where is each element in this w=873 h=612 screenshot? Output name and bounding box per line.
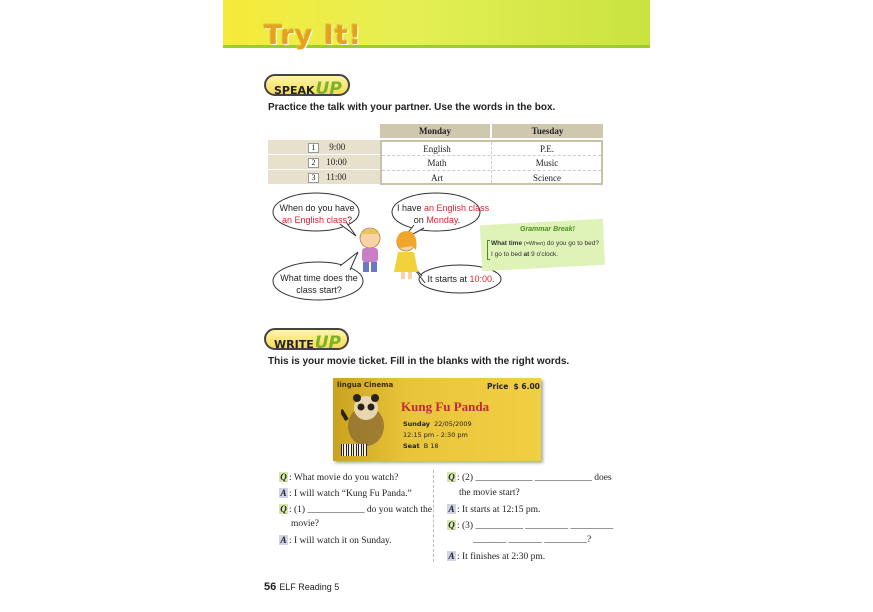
qa-text: : I will watch it on Sunday. — [289, 536, 392, 546]
ticket-date-line — [403, 420, 472, 428]
ticket-price-label: Price — [487, 382, 509, 391]
q-label: Q — [448, 520, 455, 530]
grammar-line1-start: What time — [491, 240, 524, 247]
page-footer — [264, 581, 339, 593]
cell-tuesday-3: Science — [533, 173, 561, 183]
a-label: A — [280, 488, 287, 498]
kids-illustration — [354, 224, 426, 280]
bubble-4-end: . — [492, 274, 495, 284]
bubble-4-time: 10:00 — [469, 274, 493, 284]
movie-ticket — [333, 378, 541, 461]
q-label: Q — [280, 472, 287, 482]
speak-up-badge-text: SPEAK — [274, 84, 315, 97]
ticket-seat-label: Seat — [403, 442, 420, 450]
bubble-1-text — [279, 202, 355, 226]
cell-monday-2: Math — [427, 158, 447, 168]
right-answer-1 — [447, 504, 540, 515]
right-question-1 — [447, 472, 612, 483]
grammar-bracket — [487, 240, 490, 260]
left-question-2-cont: movie? — [291, 519, 319, 529]
grammar-line2-start: I go to bed — [491, 251, 524, 258]
row-time: 10:00 — [326, 157, 347, 167]
grammar-line2-at: at — [523, 251, 530, 258]
ticket-cinema-name: lingua Cinema — [337, 381, 394, 389]
cell-monday-3: Art — [431, 173, 443, 183]
page-number: 56 — [264, 581, 277, 593]
row-number: 2 — [308, 158, 319, 168]
write-up-badge-big: UP — [314, 333, 341, 353]
q-label: Q — [448, 472, 455, 482]
bubble-2-on: on — [413, 215, 427, 225]
cell-tuesday-1: P.E. — [539, 144, 554, 154]
row-number: 1 — [308, 143, 319, 153]
ticket-price-value: $ 6.00 — [513, 382, 540, 391]
qa-text: : It starts at 12:15 pm. — [457, 505, 541, 515]
cell-monday-1: English — [423, 144, 451, 154]
bubble-2-start: I have — [397, 203, 425, 213]
row-time: 9:00 — [329, 142, 346, 152]
a-label: A — [448, 551, 455, 561]
panda-image — [341, 390, 391, 448]
qa-text: : (1) ____________ do you watch the — [289, 505, 433, 515]
right-question-2-cont: _______ _______ _________? — [473, 535, 592, 545]
ticket-barcode — [341, 444, 367, 456]
girl-figure — [394, 231, 418, 279]
qa-text: : (2) ____________ ____________ does — [457, 473, 612, 483]
cell-tuesday-2: Music — [535, 158, 559, 168]
write-up-badge — [264, 328, 349, 353]
bubble-4-text — [424, 273, 498, 285]
write-up-badge-text: WRITE — [274, 338, 314, 351]
ticket-time: 12:15 pm - 2:30 pm — [403, 431, 468, 439]
bubble-3-line2: class start? — [296, 285, 342, 295]
ticket-day: Sunday — [403, 420, 431, 428]
a-label: A — [280, 535, 287, 545]
bubble-2-highlight: an English class — [424, 203, 490, 213]
grammar-line1-note: (=When) — [523, 241, 546, 247]
right-question-1-cont: the movie start? — [459, 488, 520, 498]
ticket-price — [487, 382, 540, 391]
bubble-4-start: It starts at — [427, 274, 470, 284]
qa-text: : (3) __________ _________ _________ — [457, 521, 614, 531]
bubble-1-end: ? — [347, 215, 353, 225]
left-question-1 — [279, 472, 398, 483]
qa-text: : I will watch “Kung Fu Panda.” — [289, 489, 412, 499]
a-label: A — [448, 504, 455, 514]
grammar-line1-end: do you go to bed? — [545, 240, 599, 247]
right-question-2 — [447, 520, 613, 531]
row-time: 11:00 — [326, 172, 347, 182]
bubble-2-day: Monday — [426, 215, 458, 225]
row-number: 3 — [308, 173, 319, 183]
grammar-line2-end: 9 o'clock. — [529, 251, 559, 258]
q-label: Q — [280, 504, 287, 514]
bubble-3-text — [280, 272, 358, 296]
qa-text: : What movie do you watch? — [289, 473, 399, 483]
ticket-movie-title: Kung Fu Panda — [401, 399, 490, 414]
column-divider-dashed — [433, 470, 434, 562]
column-header-monday: Monday — [380, 124, 490, 138]
grammar-break-title: Grammar Break! — [520, 226, 575, 233]
bubble-1-line1: When do you have — [279, 203, 355, 213]
boy-figure — [360, 228, 380, 272]
bubble-2-line1 — [397, 202, 490, 214]
right-answer-2 — [447, 551, 545, 562]
left-answer-2 — [279, 535, 392, 546]
speak-up-instruction: Practice the talk with your partner. Use the words in the box. — [268, 102, 556, 113]
speak-up-badge-big: UP — [315, 79, 342, 99]
ticket-date: 22/05/2009 — [434, 420, 472, 428]
ticket-seat: B 18 — [423, 442, 439, 450]
bubble-2-text — [397, 202, 490, 226]
grammar-line-2 — [491, 251, 558, 258]
bubble-2-end: . — [457, 215, 461, 225]
grammar-line-1 — [491, 240, 599, 247]
bubble-1-line2 — [279, 214, 355, 226]
page-title: Try It! — [264, 20, 363, 51]
left-answer-1 — [279, 488, 412, 499]
bubble-1-highlight: an English class — [281, 215, 348, 225]
left-question-2 — [279, 504, 432, 515]
column-header-tuesday: Tuesday — [492, 124, 603, 138]
qa-text: : It finishes at 2:30 pm. — [457, 552, 546, 562]
ticket-seat-line — [403, 442, 439, 450]
bubble-3-line1: What time does the — [280, 273, 358, 283]
book-title: ELF Reading 5 — [279, 582, 340, 592]
write-up-instruction: This is your movie ticket. Fill in the blanks with the right words. — [268, 356, 570, 367]
